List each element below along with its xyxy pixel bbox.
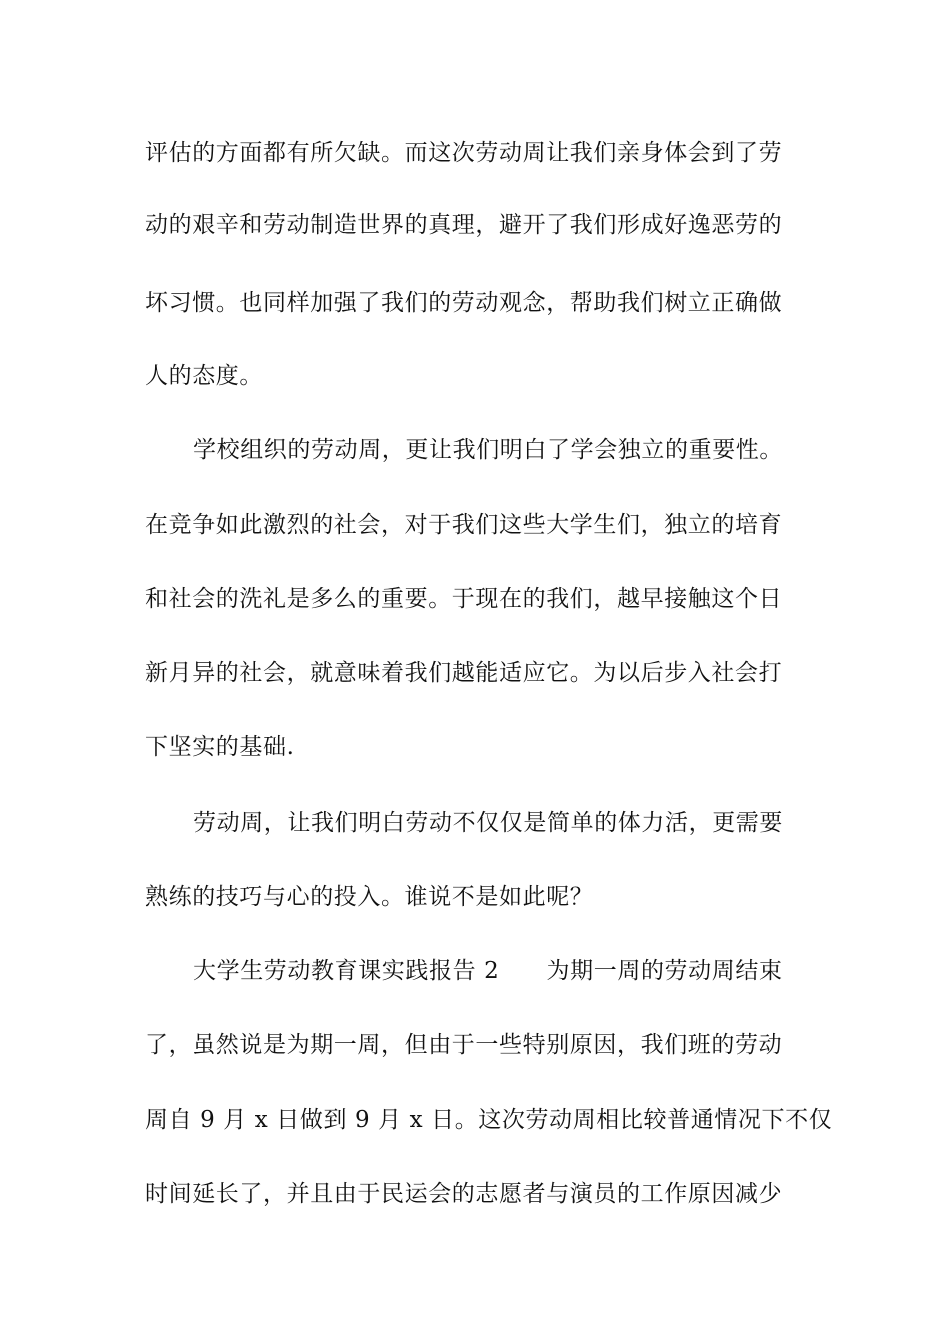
section-heading-line: 大学生劳动教育课实践报告 2 为期一周的劳动周结束 <box>193 958 783 984</box>
text-line-4: 人的态度。 <box>145 363 263 389</box>
text-line-13: 了，虽然说是为期一周，但由于一些特别原因，我们班的劳动 <box>145 1032 783 1058</box>
text-line-1: 评估的方面都有所欠缺。而这次劳动周让我们亲身体会到了劳 <box>145 140 783 166</box>
text-line-11: 熟练的技巧与心的投入。谁说不是如此呢？ <box>145 884 594 910</box>
paragraph-3-first-line: 劳动周，让我们明白劳动不仅仅是简单的体力活，更需要 <box>193 810 783 836</box>
text-line-2: 动的艰辛和劳动制造世界的真理，避开了我们形成好逸恶劳的 <box>145 212 783 238</box>
paragraph-2-first-line: 学校组织的劳动周，更让我们明白了学会独立的重要性。 <box>193 437 783 463</box>
text-line-15: 时间延长了，并且由于民运会的志愿者与演员的工作原因减少 <box>145 1181 783 1207</box>
text-line-6: 在竞争如此激烈的社会，对于我们这些大学生们，独立的培育 <box>145 512 783 538</box>
text-line-9: 下坚实的基础. <box>145 734 295 760</box>
text-line-14: 周自 9 月 x 日做到 9 月 x 日。这次劳动周相比较普通情况下不仅 <box>145 1107 833 1133</box>
text-line-3: 坏习惯。也同样加强了我们的劳动观念，帮助我们树立正确做 <box>145 290 783 316</box>
text-line-8: 新月异的社会，就意味着我们越能适应它。为以后步入社会打 <box>145 660 783 686</box>
text-line-7: 和社会的洗礼是多么的重要。于现在的我们，越早接触这个日 <box>145 586 783 612</box>
